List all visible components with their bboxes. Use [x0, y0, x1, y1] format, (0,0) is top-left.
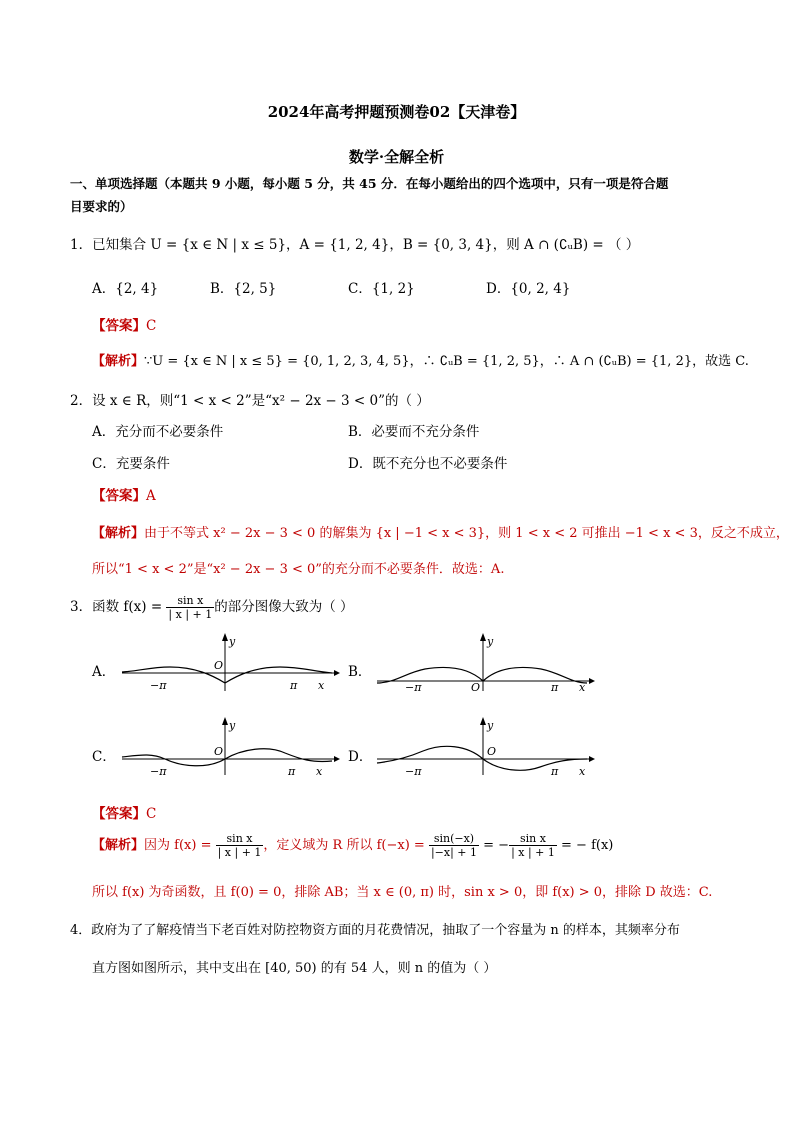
fraction-numerator: sin x — [509, 832, 557, 846]
analysis-text: ∵U = {x ∈ N | x ≤ 5} = {0, 1, 2, 3, 4, 5}，∴ ∁ᵤB = {1, 2, 5}，∴ A ∩ (∁ᵤB) = {1, 2}，故选 C. — [144, 354, 749, 369]
y-axis-label: y — [229, 635, 236, 648]
x-axis-label: x — [579, 765, 586, 778]
q4-stem-line2: 直方图如图所示，其中支出在 [40, 50) 的有 54 人，则 n 的值为（ ） — [92, 961, 497, 976]
q2-stem: 2．设 x ∈ R，则“1 < x < 2”是“x² − 2x − 3 < 0”的（ ） — [70, 393, 430, 409]
q2-analysis-line1 — [92, 522, 789, 541]
q3-stem-suffix: 的部分图像大致为（ ） — [214, 599, 354, 615]
analysis-tag: 【解析】 — [92, 354, 145, 369]
fraction-numerator: sin(−x) — [429, 832, 479, 846]
q2-option-d: D．既不充分也不必要条件 — [348, 456, 508, 472]
fraction-denominator: | x | + 1 — [168, 608, 213, 621]
section-heading-line2: 目要求的） — [70, 199, 133, 214]
q3-answer — [92, 802, 156, 822]
analysis-fraction-2 — [429, 832, 479, 859]
q2-analysis-line2: 所以“1 < x < 2”是“x² − 2x − 3 < 0”的充分而不必要条件．故选：A. — [92, 562, 505, 577]
q1-option-d: D．{0, 2, 4} — [486, 281, 571, 297]
origin-label: O — [471, 681, 481, 694]
q1-analysis — [92, 350, 749, 369]
y-axis-label: y — [229, 719, 236, 732]
analysis-tag: 【解析】 — [92, 526, 145, 541]
pi-label: π — [551, 681, 559, 694]
graph-c-label: C． — [92, 749, 116, 765]
fraction-denominator: | x | + 1 — [511, 846, 555, 859]
neg-pi-label: −π — [150, 765, 167, 778]
q2-option-b: B．必要而不充分条件 — [348, 424, 480, 440]
graph-a-label: A． — [92, 664, 116, 680]
graph-a — [120, 633, 340, 693]
y-axis-label: y — [487, 719, 494, 732]
q3-analysis-line1 — [92, 832, 613, 859]
answer-tag: 【答案】 — [92, 488, 146, 504]
analysis-fraction-1 — [216, 832, 264, 859]
answer-value: C — [146, 318, 157, 334]
neg-pi-label: −π — [405, 681, 422, 694]
analysis-tag: 【解析】 — [92, 838, 145, 853]
fraction-denominator: |−x| + 1 — [430, 846, 477, 859]
graph-d-label: D． — [348, 749, 373, 765]
graph-b — [375, 633, 595, 693]
fraction-numerator: sin x — [216, 832, 264, 846]
q4-stem-line1: 4．政府为了了解疫情当下老百姓对防控物资方面的月花费情况，抽取了一个容量为 n 的样本，其频率分布 — [70, 923, 680, 938]
origin-label: O — [487, 745, 497, 758]
answer-tag: 【答案】 — [92, 806, 146, 822]
analysis-text: 由于不等式 x² − 2x − 3 < 0 的解集为 {x | −1 < x < 3}，则 1 < x < 2 可推出 −1 < x < 3，反之不成立， — [144, 526, 789, 541]
q1-option-b: B．{2, 5} — [210, 281, 277, 297]
analysis-d: = − f(x) — [556, 838, 614, 853]
q3-stem-prefix: 3．函数 f(x) = — [70, 599, 167, 615]
fraction-denominator: | x | + 1 — [217, 846, 262, 859]
page-title: 2024年高考押题预测卷02【天津卷】 — [267, 103, 526, 121]
page-subtitle: 数学·全解全析 — [348, 148, 445, 166]
fraction-numerator: sin x — [166, 594, 214, 608]
q1-option-c: C．{1, 2} — [348, 281, 415, 297]
x-axis-label: x — [318, 679, 325, 692]
q1-answer — [92, 314, 156, 334]
section-heading-line1: 一、单项选择题（本题共 9 小题，每小题 5 分，共 45 分．在每小题给出的四个选项中，只有一项是符合题 — [70, 176, 669, 191]
graph-b-label: B． — [348, 664, 372, 680]
analysis-a: 因为 f(x) = — [144, 838, 216, 853]
neg-pi-label: −π — [150, 679, 167, 692]
analysis-fraction-3 — [509, 832, 557, 859]
graph-c — [120, 717, 340, 777]
q1-stem: 1．已知集合 U = {x ∈ N | x ≤ 5}，A = {1, 2, 4}，B = {0, 3, 4}，则 A ∩ (∁ᵤB) = （ ） — [70, 237, 640, 253]
x-axis-label: x — [316, 765, 323, 778]
neg-pi-label: −π — [405, 765, 422, 778]
analysis-c: = − — [479, 838, 510, 853]
graph-d — [375, 717, 595, 777]
analysis-b: ，定义域为 R 所以 f(−x) = — [263, 838, 429, 853]
pi-label: π — [551, 765, 559, 778]
pi-label: π — [288, 765, 296, 778]
q2-option-c: C．充要条件 — [92, 456, 170, 472]
q3-fraction — [166, 594, 214, 621]
x-axis-label: x — [579, 681, 586, 694]
origin-label: O — [214, 745, 224, 758]
q2-answer — [92, 484, 156, 504]
answer-value: A — [146, 488, 156, 504]
origin-label: O — [214, 659, 224, 672]
y-axis-label: y — [487, 635, 494, 648]
q3-stem — [70, 594, 354, 621]
pi-label: π — [290, 679, 298, 692]
q3-analysis-line2: 所以 f(x) 为奇函数，且 f(0) = 0，排除 AB；当 x ∈ (0, π) 时，sin x > 0，即 f(x) > 0，排除 D 故选：C. — [92, 885, 713, 900]
q1-option-a: A．{2, 4} — [92, 281, 159, 297]
answer-value: C — [146, 806, 157, 822]
q2-option-a: A．充分而不必要条件 — [92, 424, 224, 440]
answer-tag: 【答案】 — [92, 318, 146, 334]
